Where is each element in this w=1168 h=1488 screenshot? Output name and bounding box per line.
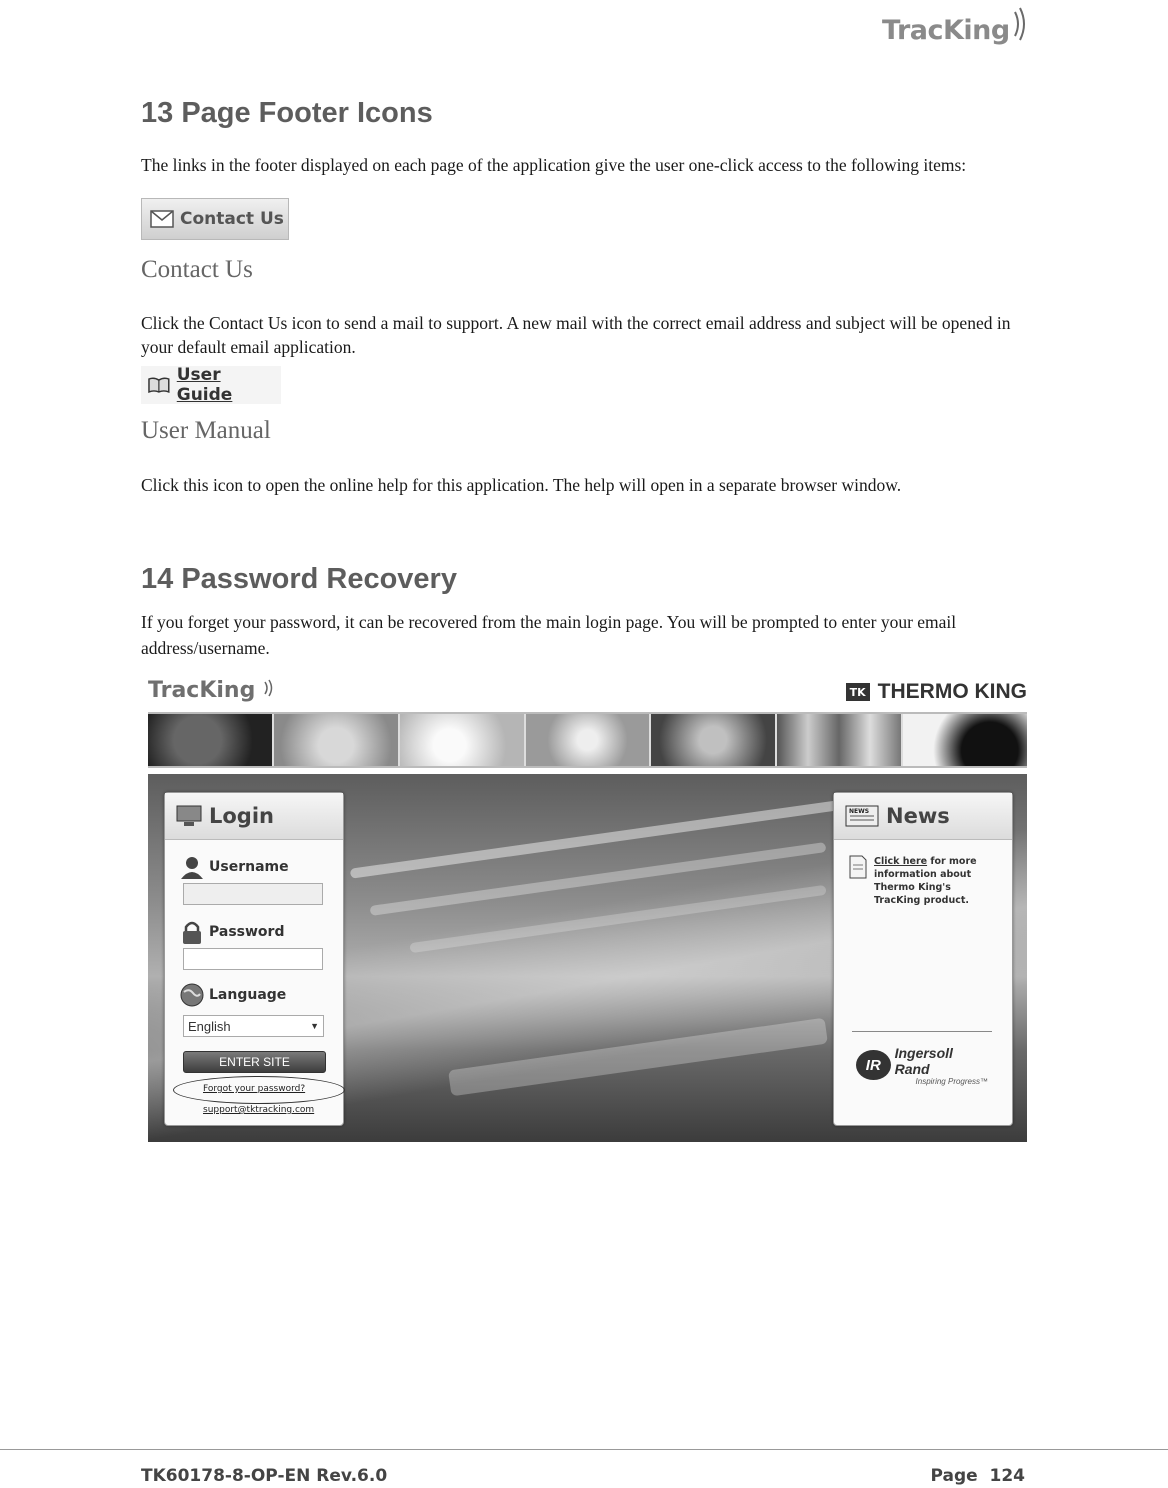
login-panel-header xyxy=(165,793,343,840)
language-label-text: Language xyxy=(209,987,287,1003)
news-panel-header xyxy=(834,793,1012,840)
signal-waves-icon xyxy=(1012,4,1028,44)
banner-tile xyxy=(651,714,775,766)
section-14-title: 14 Password Recovery xyxy=(141,563,457,595)
lock-icon xyxy=(179,919,205,945)
book-icon xyxy=(147,376,171,394)
logo-text: TracKing xyxy=(882,14,1010,46)
login-title: Login xyxy=(209,804,274,828)
banner-tile xyxy=(274,714,398,766)
login-panel xyxy=(164,792,344,1126)
banner-tile xyxy=(148,714,272,766)
banner-tile xyxy=(777,714,901,766)
footer-divider xyxy=(0,1449,1168,1450)
news-click-here-link[interactable]: Click here xyxy=(874,856,928,867)
news-item-text xyxy=(874,855,999,907)
city-background-photo xyxy=(148,774,1027,1142)
computer-icon xyxy=(175,804,203,828)
user-manual-heading: User Manual xyxy=(141,417,271,444)
user-manual-text: Click this icon to open the online help for this application. The help will open in a separate browser window. xyxy=(141,475,902,495)
password-label-text: Password xyxy=(209,924,285,940)
globe-icon xyxy=(179,982,205,1008)
ingersoll-rand-logo xyxy=(856,1043,988,1087)
user-guide-button[interactable] xyxy=(141,366,281,404)
language-label xyxy=(179,982,286,1008)
password-input[interactable] xyxy=(183,948,323,970)
banner-tile xyxy=(526,714,650,766)
chevron-down-icon: ▼ xyxy=(310,1021,319,1031)
contact-us-heading: Contact Us xyxy=(141,256,253,283)
newspaper-icon xyxy=(844,803,880,829)
banner-tile xyxy=(400,714,524,766)
username-label-text: Username xyxy=(209,859,289,875)
support-email-link[interactable]: support@tktracking.com xyxy=(203,1105,315,1115)
thermo-king-badge: TK xyxy=(846,683,870,701)
contact-us-button[interactable] xyxy=(141,198,289,240)
language-value: English xyxy=(188,1018,231,1034)
envelope-icon xyxy=(150,210,174,228)
ir-name: Ingersoll Rand xyxy=(894,1044,953,1077)
section-14-text: If you forget your password, it can be recovered from the main login page. You will be prompted to enter your email address/username. xyxy=(141,612,957,658)
food-banner xyxy=(148,712,1027,768)
ir-slogan: Inspiring Progress™ xyxy=(915,1076,988,1086)
page-number: Page 124 xyxy=(930,1466,1025,1486)
user-guide-label: User Guide xyxy=(176,365,233,405)
thermo-king-text: THERMO KING xyxy=(877,680,1027,703)
screenshot-logo-text: TracKing xyxy=(148,678,256,703)
news-panel xyxy=(833,792,1013,1126)
news-item xyxy=(848,855,999,907)
thermo-king-logo xyxy=(846,680,1027,704)
screenshot-logo xyxy=(148,678,275,703)
document-icon xyxy=(848,855,868,879)
document-id: TK60178-8-OP-EN Rev.6.0 xyxy=(141,1466,388,1486)
forgot-password-link[interactable]: Forgot your password? xyxy=(203,1084,306,1094)
ir-text xyxy=(895,1045,988,1086)
news-divider xyxy=(852,1031,992,1032)
ir-badge: IR xyxy=(856,1050,891,1080)
section-13-intro: The links in the footer displayed on each page of the application give the user one-click access to the following items: xyxy=(141,155,967,175)
login-page-screenshot xyxy=(148,672,1027,1142)
section-13-title: 13 Page Footer Icons xyxy=(141,97,433,129)
contact-us-text: Click the Contact Us icon to send a mail to support. A new mail with the correct email address and subject will be opened in your default email application. xyxy=(141,313,1011,357)
light-streak xyxy=(448,1018,828,1097)
light-streak xyxy=(350,799,847,878)
tracking-logo xyxy=(882,8,1028,52)
signal-waves-icon xyxy=(263,679,275,697)
contact-us-label: Contact Us xyxy=(180,209,284,229)
news-icon-label: NEWS xyxy=(849,808,870,815)
news-item-body: for more information about Thermo King's TracKing product. xyxy=(874,856,977,906)
username-input[interactable] xyxy=(183,883,323,905)
username-label xyxy=(179,855,289,879)
banner-tile xyxy=(903,714,1027,766)
password-label xyxy=(179,919,284,945)
user-icon xyxy=(179,855,205,879)
language-select[interactable] xyxy=(183,1015,324,1037)
light-streak xyxy=(370,842,827,916)
enter-site-button[interactable]: ENTER SITE xyxy=(183,1051,326,1073)
news-title: News xyxy=(886,804,950,828)
